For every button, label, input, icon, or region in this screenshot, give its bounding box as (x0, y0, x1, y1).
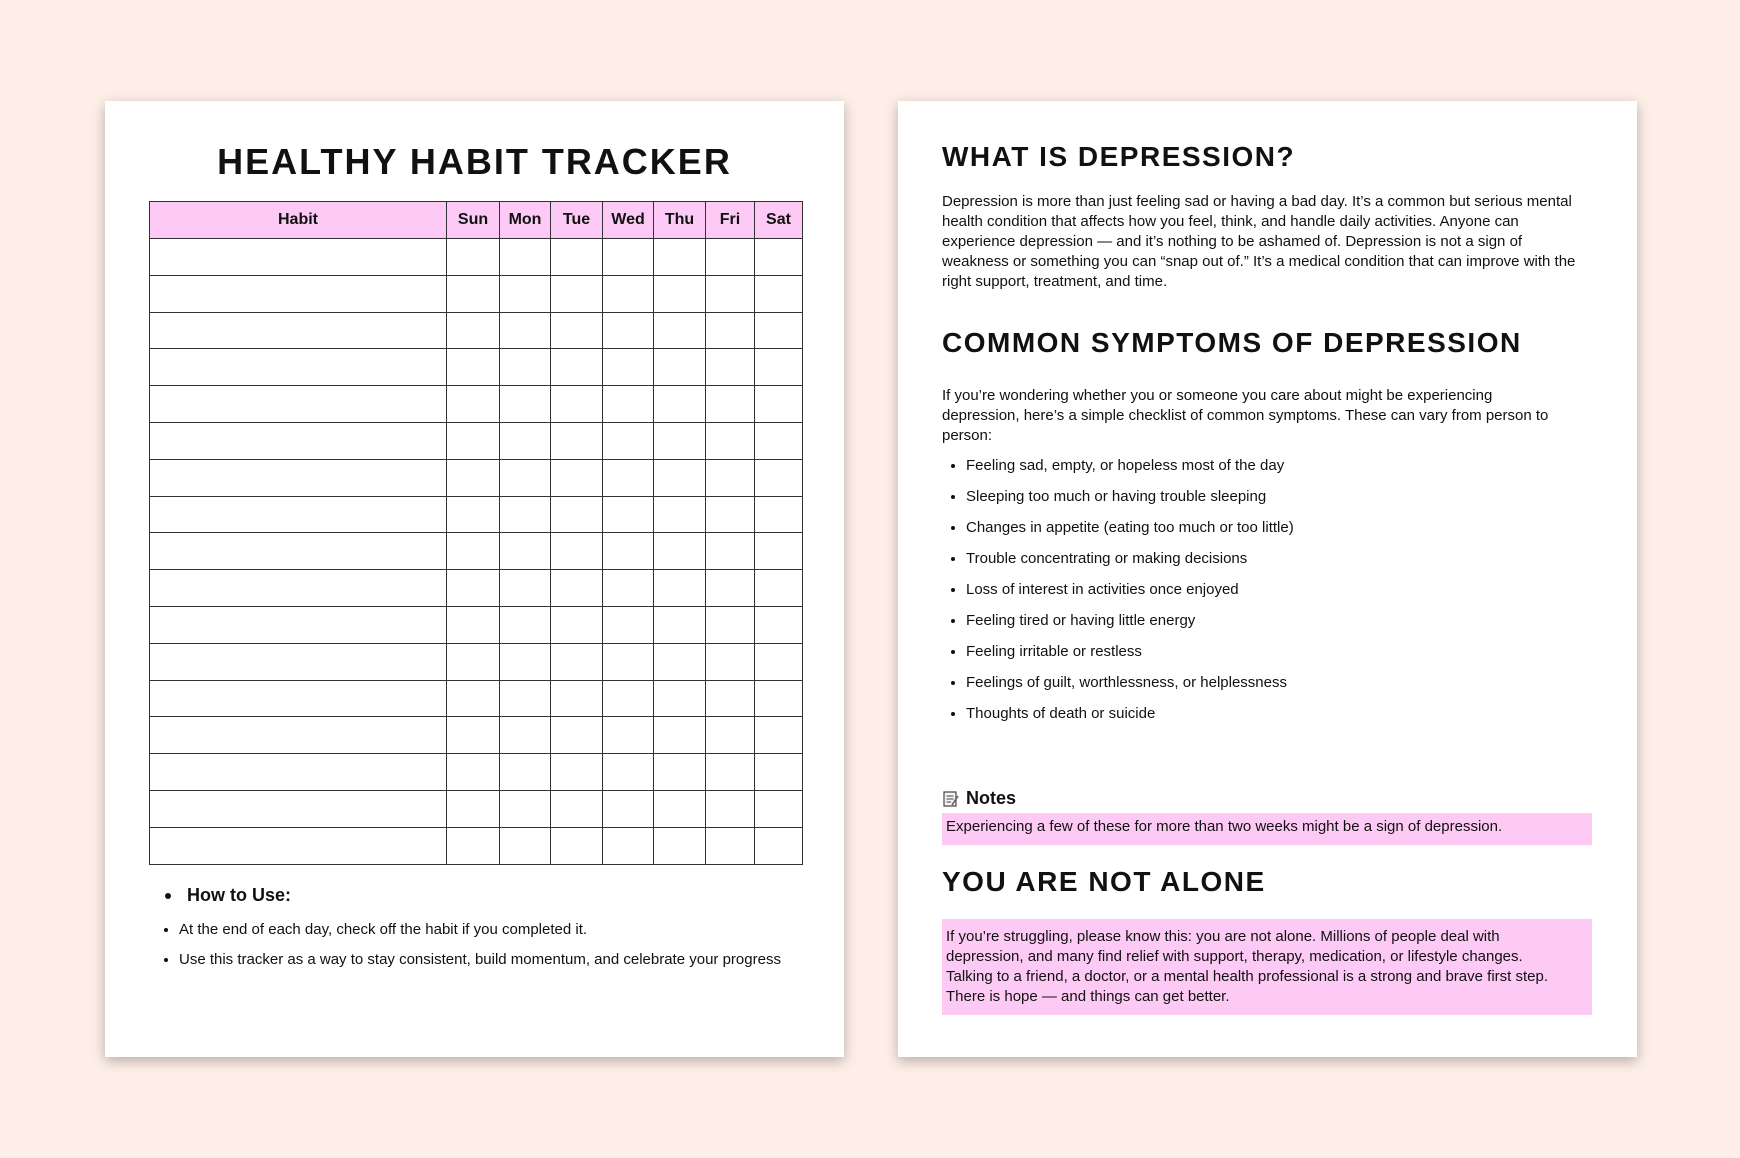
day-checkbox-cell[interactable] (755, 790, 803, 827)
table-row (150, 754, 803, 791)
table-row (150, 459, 803, 496)
day-checkbox-cell[interactable] (654, 496, 706, 533)
day-checkbox-cell[interactable] (551, 496, 603, 533)
day-checkbox-cell[interactable] (500, 643, 551, 680)
not-alone-paragraph: If you’re struggling, please know this: you are not alone. Millions of people deal with depression, and many find relief with support, therapy, medication, or lifestyle changes. Talking to a friend, a doctor, or a mental health professional is a strong and brave first step. There is hope — and things can get better. (942, 919, 1592, 1015)
day-checkbox-cell[interactable] (551, 680, 603, 717)
table-row (150, 312, 803, 349)
list-item: • Feeling sad, empty, or hopeless most of the day (966, 455, 1616, 486)
habit-cell[interactable] (150, 790, 447, 827)
symptoms-heading: COMMON SYMPTOMS OF DEPRESSION (942, 327, 1522, 358)
day-checkbox-cell[interactable] (654, 459, 706, 496)
list-item: • Sleeping too much or having trouble sleeping (966, 486, 1616, 517)
notes-text: Experiencing a few of these for more than two weeks might be a sign of depression. (942, 813, 1592, 845)
symptoms-list (942, 455, 1616, 734)
day-checkbox-cell[interactable] (706, 790, 755, 827)
day-checkbox-cell[interactable] (755, 386, 803, 423)
habit-cell[interactable] (150, 643, 447, 680)
habit-cell[interactable] (150, 275, 447, 312)
day-checkbox-cell[interactable] (654, 533, 706, 570)
list-item: • Trouble concentrating or making decisions (966, 548, 1616, 579)
table-row (150, 827, 803, 864)
day-checkbox-cell[interactable] (551, 275, 603, 312)
day-checkbox-cell[interactable] (706, 239, 755, 276)
day-checkbox-cell[interactable] (755, 717, 803, 754)
habit-cell[interactable] (150, 606, 447, 643)
day-checkbox-cell[interactable] (603, 459, 654, 496)
day-checkbox-cell[interactable] (447, 349, 500, 386)
day-checkbox-cell[interactable] (500, 790, 551, 827)
how-to-use-list (157, 920, 797, 970)
list-item: • Changes in appetite (eating too much or too little) (966, 517, 1616, 548)
not-alone-heading: YOU ARE NOT ALONE (942, 866, 1266, 897)
day-checkbox-cell[interactable] (603, 643, 654, 680)
day-checkbox-cell[interactable] (447, 386, 500, 423)
day-checkbox-cell[interactable] (603, 386, 654, 423)
day-checkbox-cell[interactable] (755, 754, 803, 791)
day-checkbox-cell[interactable] (603, 717, 654, 754)
day-checkbox-cell[interactable] (551, 827, 603, 864)
habit-cell[interactable] (150, 827, 447, 864)
day-checkbox-cell[interactable] (500, 386, 551, 423)
day-checkbox-cell[interactable] (551, 643, 603, 680)
day-checkbox-cell[interactable] (500, 827, 551, 864)
depression-info-page (898, 101, 1637, 1057)
bullet-icon (165, 893, 171, 899)
day-checkbox-cell[interactable] (755, 533, 803, 570)
habit-cell[interactable] (150, 386, 447, 423)
habit-cell[interactable] (150, 496, 447, 533)
day-checkbox-cell[interactable] (603, 680, 654, 717)
table-row (150, 570, 803, 607)
day-checkbox-cell[interactable] (706, 275, 755, 312)
day-checkbox-cell[interactable] (603, 496, 654, 533)
column-header-tue: Tue (551, 202, 603, 239)
day-checkbox-cell[interactable] (654, 422, 706, 459)
day-checkbox-cell[interactable] (755, 312, 803, 349)
day-checkbox-cell[interactable] (654, 570, 706, 607)
habit-cell[interactable] (150, 570, 447, 607)
day-checkbox-cell[interactable] (603, 349, 654, 386)
day-checkbox-cell[interactable] (500, 349, 551, 386)
day-checkbox-cell[interactable] (551, 422, 603, 459)
list-item: • Feeling tired or having little energy (966, 610, 1616, 641)
list-item: • Loss of interest in activities once enjoyed (966, 579, 1616, 610)
day-checkbox-cell[interactable] (603, 533, 654, 570)
day-checkbox-cell[interactable] (654, 827, 706, 864)
day-checkbox-cell[interactable] (447, 275, 500, 312)
day-checkbox-cell[interactable] (500, 606, 551, 643)
what-is-paragraph: Depression is more than just feeling sad or having a bad day. It’s a common but serious mental health condition that affects how you feel, think, and handle daily activities. Anyone can experience depression — and it’s nothing to be ashamed of. Depression is not a sign of weakness or something you can “snap out of.” It’s a medical condition that can improve with the right support, treatment, and time. (942, 193, 1576, 290)
day-checkbox-cell[interactable] (706, 717, 755, 754)
day-checkbox-cell[interactable] (447, 459, 500, 496)
tracker-body (150, 239, 803, 865)
table-row (150, 386, 803, 423)
column-header-sat: Sat (755, 202, 803, 239)
table-row (150, 643, 803, 680)
day-checkbox-cell[interactable] (603, 570, 654, 607)
day-checkbox-cell[interactable] (447, 680, 500, 717)
day-checkbox-cell[interactable] (551, 459, 603, 496)
habit-cell[interactable] (150, 239, 447, 276)
column-header-habit: Habit (150, 202, 447, 239)
habit-cell[interactable] (150, 717, 447, 754)
day-checkbox-cell[interactable] (447, 496, 500, 533)
day-checkbox-cell[interactable] (447, 239, 500, 276)
day-checkbox-cell[interactable] (755, 496, 803, 533)
day-checkbox-cell[interactable] (706, 386, 755, 423)
day-checkbox-cell[interactable] (706, 570, 755, 607)
day-checkbox-cell[interactable] (447, 422, 500, 459)
day-checkbox-cell[interactable] (654, 790, 706, 827)
day-checkbox-cell[interactable] (755, 349, 803, 386)
notepad-icon (942, 790, 960, 808)
table-row (150, 606, 803, 643)
day-checkbox-cell[interactable] (706, 533, 755, 570)
day-checkbox-cell[interactable] (603, 754, 654, 791)
day-checkbox-cell[interactable] (654, 643, 706, 680)
day-checkbox-cell[interactable] (654, 239, 706, 276)
table-row (150, 496, 803, 533)
day-checkbox-cell[interactable] (755, 422, 803, 459)
day-checkbox-cell[interactable] (551, 570, 603, 607)
day-checkbox-cell[interactable] (447, 754, 500, 791)
day-checkbox-cell[interactable] (551, 717, 603, 754)
day-checkbox-cell[interactable] (654, 275, 706, 312)
list-item: • Thoughts of death or suicide (966, 703, 1616, 734)
list-item: • At the end of each day, check off the habit if you completed it. (179, 920, 797, 940)
day-checkbox-cell[interactable] (654, 754, 706, 791)
day-checkbox-cell[interactable] (500, 533, 551, 570)
day-checkbox-cell[interactable] (551, 386, 603, 423)
day-checkbox-cell[interactable] (447, 570, 500, 607)
day-checkbox-cell[interactable] (706, 827, 755, 864)
day-checkbox-cell[interactable] (500, 422, 551, 459)
table-header-row (150, 202, 803, 239)
day-checkbox-cell[interactable] (755, 239, 803, 276)
day-checkbox-cell[interactable] (654, 386, 706, 423)
habit-cell[interactable] (150, 533, 447, 570)
column-header-wed: Wed (603, 202, 654, 239)
table-row (150, 349, 803, 386)
habit-cell[interactable] (150, 349, 447, 386)
column-header-fri: Fri (706, 202, 755, 239)
notes-label: Notes (966, 788, 1017, 808)
day-checkbox-cell[interactable] (551, 239, 603, 276)
habit-cell[interactable] (150, 754, 447, 791)
day-checkbox-cell[interactable] (706, 349, 755, 386)
day-checkbox-cell[interactable] (551, 754, 603, 791)
tracker-title: HEALTHY HABIT TRACKER (217, 141, 732, 182)
day-checkbox-cell[interactable] (447, 790, 500, 827)
how-to-use-section (157, 885, 797, 980)
day-checkbox-cell[interactable] (706, 754, 755, 791)
day-checkbox-cell[interactable] (500, 275, 551, 312)
symptoms-intro: If you’re wondering whether you or someone you care about might be experiencing depression, here’s a simple checklist of common symptoms. These can vary from person to person: (942, 387, 1549, 444)
day-checkbox-cell[interactable] (654, 680, 706, 717)
habit-cell[interactable] (150, 422, 447, 459)
day-checkbox-cell[interactable] (447, 606, 500, 643)
day-checkbox-cell[interactable] (500, 754, 551, 791)
day-checkbox-cell[interactable] (706, 422, 755, 459)
day-checkbox-cell[interactable] (706, 680, 755, 717)
day-checkbox-cell[interactable] (654, 606, 706, 643)
list-item: • Feeling irritable or restless (966, 641, 1616, 672)
day-checkbox-cell[interactable] (500, 570, 551, 607)
day-checkbox-cell[interactable] (447, 643, 500, 680)
day-checkbox-cell[interactable] (447, 717, 500, 754)
day-checkbox-cell[interactable] (447, 533, 500, 570)
day-checkbox-cell[interactable] (755, 459, 803, 496)
day-checkbox-cell[interactable] (603, 239, 654, 276)
table-row (150, 790, 803, 827)
day-checkbox-cell[interactable] (551, 349, 603, 386)
day-checkbox-cell[interactable] (654, 349, 706, 386)
day-checkbox-cell[interactable] (706, 496, 755, 533)
column-header-mon: Mon (500, 202, 551, 239)
day-checkbox-cell[interactable] (551, 312, 603, 349)
how-to-use-label: How to Use: (187, 885, 292, 905)
day-checkbox-cell[interactable] (654, 312, 706, 349)
day-checkbox-cell[interactable] (500, 239, 551, 276)
day-checkbox-cell[interactable] (447, 827, 500, 864)
column-header-sun: Sun (447, 202, 500, 239)
day-checkbox-cell[interactable] (755, 680, 803, 717)
how-to-use-heading (165, 885, 797, 906)
list-item: • Use this tracker as a way to stay consistent, build momentum, and celebrate your progress (179, 950, 797, 970)
day-checkbox-cell[interactable] (551, 790, 603, 827)
day-checkbox-cell[interactable] (755, 275, 803, 312)
day-checkbox-cell[interactable] (603, 606, 654, 643)
day-checkbox-cell[interactable] (755, 643, 803, 680)
table-row (150, 275, 803, 312)
notes-heading (942, 788, 1592, 809)
table-row (150, 717, 803, 754)
day-checkbox-cell[interactable] (706, 459, 755, 496)
day-checkbox-cell[interactable] (603, 827, 654, 864)
day-checkbox-cell[interactable] (603, 790, 654, 827)
day-checkbox-cell[interactable] (755, 606, 803, 643)
day-checkbox-cell[interactable] (551, 606, 603, 643)
day-checkbox-cell[interactable] (500, 496, 551, 533)
column-header-thu: Thu (654, 202, 706, 239)
day-checkbox-cell[interactable] (500, 717, 551, 754)
habit-cell[interactable] (150, 312, 447, 349)
list-item: • Feelings of guilt, worthlessness, or helplessness (966, 672, 1616, 703)
table-row (150, 239, 803, 276)
table-row (150, 680, 803, 717)
day-checkbox-cell[interactable] (500, 312, 551, 349)
table-row (150, 422, 803, 459)
day-checkbox-cell[interactable] (706, 643, 755, 680)
day-checkbox-cell[interactable] (654, 717, 706, 754)
day-checkbox-cell[interactable] (551, 533, 603, 570)
day-checkbox-cell[interactable] (447, 312, 500, 349)
day-checkbox-cell[interactable] (500, 680, 551, 717)
what-is-heading: WHAT IS DEPRESSION? (942, 141, 1296, 172)
habit-tracker-table (149, 201, 803, 865)
day-checkbox-cell[interactable] (603, 422, 654, 459)
day-checkbox-cell[interactable] (706, 312, 755, 349)
day-checkbox-cell[interactable] (755, 570, 803, 607)
day-checkbox-cell[interactable] (706, 606, 755, 643)
habit-cell[interactable] (150, 459, 447, 496)
day-checkbox-cell[interactable] (755, 827, 803, 864)
day-checkbox-cell[interactable] (500, 459, 551, 496)
day-checkbox-cell[interactable] (603, 275, 654, 312)
table-row (150, 533, 803, 570)
habit-tracker-page (105, 101, 844, 1057)
day-checkbox-cell[interactable] (603, 312, 654, 349)
habit-cell[interactable] (150, 680, 447, 717)
